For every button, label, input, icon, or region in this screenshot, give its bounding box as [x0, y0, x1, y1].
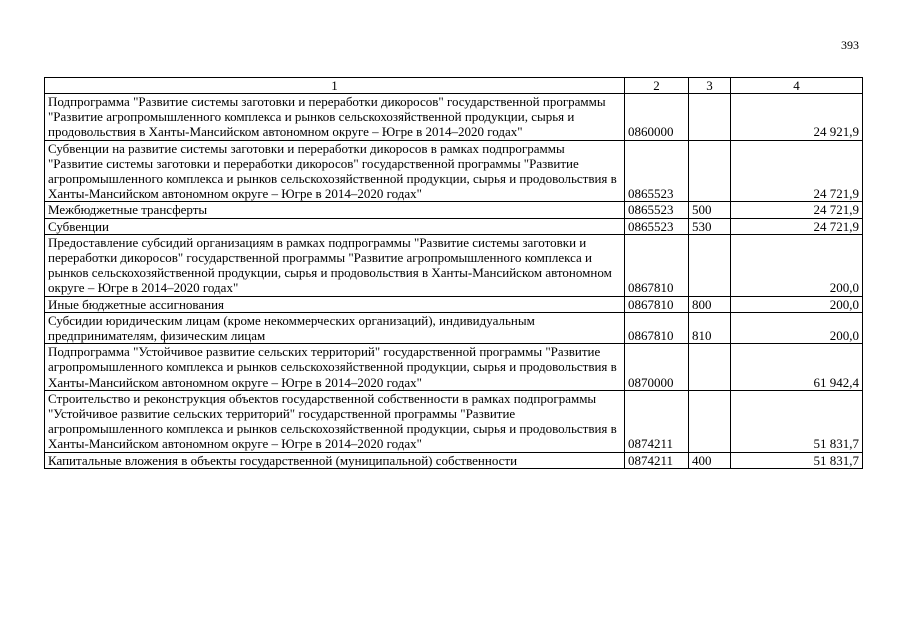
table-row — [45, 218, 863, 234]
row-expense-type: 530 — [689, 218, 731, 234]
page-number: 393 — [841, 38, 859, 52]
row-target-code: 0874211 — [625, 390, 689, 452]
row-expense-type — [689, 344, 731, 391]
row-description: Подпрограмма "Развитие системы заготовки и переработки дикоросов" государственной программы "Развитие агропромышленного комплекса и рынков сельскохозяйственной продукции, сырья и продовольствия в Ханты-Мансийском автономном округе – Югре в 2014–2020 годах" — [45, 94, 625, 141]
row-amount: 51 831,7 — [731, 390, 863, 452]
row-expense-type: 500 — [689, 202, 731, 218]
row-expense-type — [689, 390, 731, 452]
row-target-code: 0874211 — [625, 452, 689, 468]
row-target-code: 0865523 — [625, 202, 689, 218]
row-target-code: 0867810 — [625, 296, 689, 312]
table-row — [45, 94, 863, 141]
table-row — [45, 296, 863, 312]
row-description: Предоставление субсидий организациям в рамках подпрограммы "Развитие системы заготовки и переработки дикоросов" государственной программы "Развитие агропромышленного комплекса и рынков сельскохозяйственной продукции, сырья и продовольствия в Ханты-Мансийском автономном округе – Югре в 2014–2020 годах" — [45, 234, 625, 296]
table-header-row — [45, 78, 863, 94]
row-expense-type: 810 — [689, 312, 731, 343]
row-description: Капитальные вложения в объекты государственной (муниципальной) собственности — [45, 452, 625, 468]
table-row — [45, 452, 863, 468]
row-amount: 24 721,9 — [731, 140, 863, 202]
column-header-2: 2 — [625, 78, 689, 94]
row-target-code: 0870000 — [625, 344, 689, 391]
column-header-4: 4 — [731, 78, 863, 94]
table-row — [45, 234, 863, 296]
row-expense-type: 400 — [689, 452, 731, 468]
row-description: Субвенции — [45, 218, 625, 234]
row-amount: 200,0 — [731, 312, 863, 343]
row-target-code: 0867810 — [625, 234, 689, 296]
row-description: Субвенции на развитие системы заготовки и переработки дикоросов в рамках подпрограммы "Развитие системы заготовки и переработки дикоросов" государственной программы "Развитие агропромышленного комплекса и рынков сельскохозяйственной продукции, сырья и продовольствия в Ханты-Мансийском автономном округе – Югре в 2014–2020 годах" — [45, 140, 625, 202]
row-description: Иные бюджетные ассигнования — [45, 296, 625, 312]
row-description: Субсидии юридическим лицам (кроме некоммерческих организаций), индивидуальным предпринимателям, физическим лицам — [45, 312, 625, 343]
row-target-code: 0867810 — [625, 312, 689, 343]
row-amount: 24 721,9 — [731, 218, 863, 234]
table-row — [45, 344, 863, 391]
row-target-code: 0865523 — [625, 140, 689, 202]
row-amount: 24 921,9 — [731, 94, 863, 141]
budget-table — [44, 77, 863, 469]
column-header-1: 1 — [45, 78, 625, 94]
column-header-3: 3 — [689, 78, 731, 94]
row-amount: 24 721,9 — [731, 202, 863, 218]
row-amount: 200,0 — [731, 296, 863, 312]
row-expense-type — [689, 234, 731, 296]
row-amount: 61 942,4 — [731, 344, 863, 391]
row-description: Подпрограмма "Устойчивое развитие сельских территорий" государственной программы "Развитие агропромышленного комплекса и рынков сельскохозяйственной продукции, сырья и продовольствия в Ханты-Мансийском автономном округе – Югре в 2014–2020 годах" — [45, 344, 625, 391]
table-row — [45, 202, 863, 218]
row-description: Межбюджетные трансферты — [45, 202, 625, 218]
row-expense-type — [689, 94, 731, 141]
table-row — [45, 140, 863, 202]
row-target-code: 0865523 — [625, 218, 689, 234]
row-description: Строительство и реконструкция объектов государственной собственности в рамках подпрограммы "Устойчивое развитие сельских территорий" государственной программы "Развитие агропромышленного комплекса и рынков сельскохозяйственной продукции, сырья и продовольствия в Ханты-Мансийском автономном округе – Югре в 2014–2020 годах" — [45, 390, 625, 452]
row-expense-type: 800 — [689, 296, 731, 312]
table-row — [45, 390, 863, 452]
row-target-code: 0860000 — [625, 94, 689, 141]
table-row — [45, 312, 863, 343]
row-amount: 51 831,7 — [731, 452, 863, 468]
row-amount: 200,0 — [731, 234, 863, 296]
row-expense-type — [689, 140, 731, 202]
